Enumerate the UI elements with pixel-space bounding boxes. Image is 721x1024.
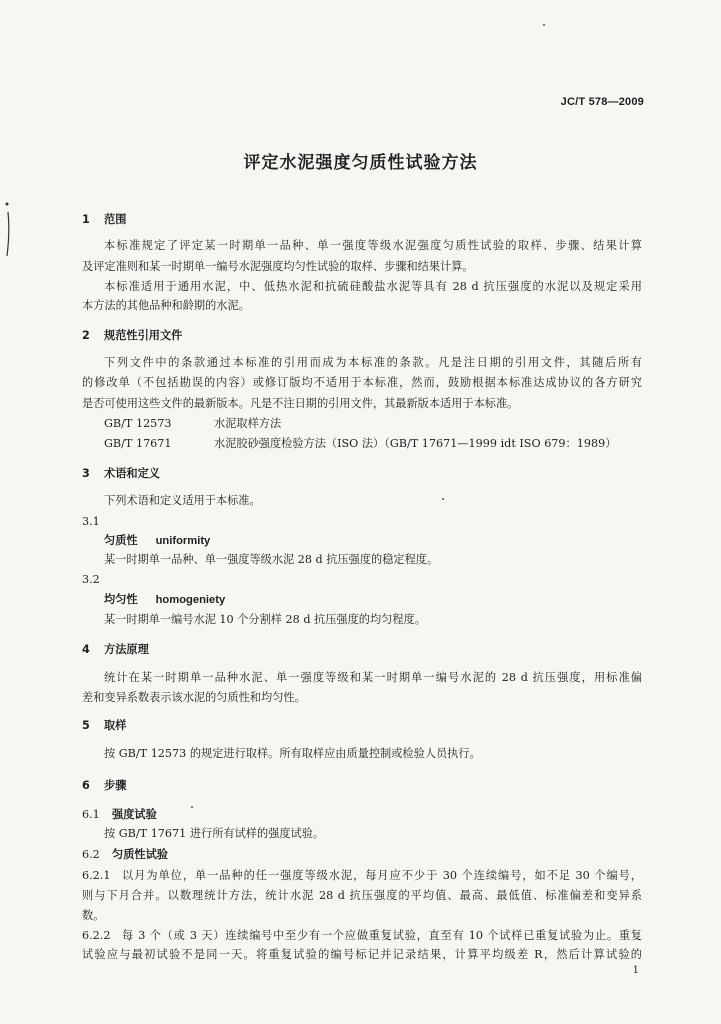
- clause-number: 3.2: [82, 573, 100, 586]
- paragraph-line: 下列术语和定义适用于本标准。: [104, 494, 261, 507]
- term-english: homogeniety: [155, 594, 226, 606]
- standard-code: JC/T 578—2009: [560, 96, 644, 108]
- paragraph-line: 统计在某一时期单一品种水泥、单一强度等级和某一时期单一编号水泥的 28 d 抗压强度，用标准偏: [104, 671, 642, 684]
- clause-number: 6.2: [82, 848, 100, 861]
- reference-item: [82, 417, 642, 431]
- subsection-6-2-heading: [82, 848, 642, 862]
- section-number: 1: [82, 213, 90, 226]
- section-number: 6: [82, 779, 90, 792]
- section-4-heading: [82, 643, 642, 657]
- page-number: 1: [632, 965, 639, 976]
- clause-number: 6.1: [82, 808, 100, 821]
- section-3-heading: [82, 467, 642, 481]
- reference-item: [82, 437, 642, 451]
- paragraph-line: 下列文件中的条款通过本标准的引用而成为本标准的条款。凡是注日期的引用文件，其随后所有: [104, 356, 642, 369]
- subsection-title: 强度试验: [112, 808, 157, 821]
- document-title: 评定水泥强度匀质性试验方法: [243, 153, 478, 173]
- term-chinese: 匀质性: [104, 534, 138, 547]
- paragraph-text: 以月为单位，单一品种的任一强度等级水泥，每月应不少于 30 个连续编号，如不足 30 个编号，: [122, 869, 642, 882]
- paragraph-line: 数。: [82, 909, 105, 922]
- clause-number: 3.1: [82, 515, 100, 528]
- term-definition: 某一时期单一编号水泥 10 个分割样 28 d 抗压强度的均匀程度。: [104, 613, 426, 626]
- reference-title: 水泥取样方法: [214, 417, 282, 430]
- paragraph-line: 试验应与最初试验不是同一天。将重复试验的编号标记并记录结果，计算平均级差 R，然后计算试验的: [82, 948, 642, 961]
- section-title: 取样: [104, 719, 127, 732]
- term-chinese: 均匀性: [104, 593, 138, 606]
- section-number: 3: [82, 467, 90, 480]
- section-title: 步骤: [104, 779, 127, 792]
- section-title: 方法原理: [104, 643, 149, 656]
- paragraph-line: 差和变异系数表示该水泥的匀质性和均匀性。: [82, 691, 306, 704]
- paragraph-line: 的修改单（不包括勘误的内容）或修订版均不适用于本标准，然而，鼓励根据本标准达成协议的各方研究: [82, 376, 642, 389]
- paragraph-line: 按 GB/T 17671 进行所有试样的强度试验。: [104, 827, 325, 840]
- section-6-heading: [82, 779, 642, 793]
- paragraph-line: 本标准规定了评定某一时期单一品种、单一强度等级水泥强度匀质性试验的取样、步骤、结果计算: [104, 239, 642, 252]
- paragraph-line: 按 GB/T 12573 的规定进行取样。所有取样应由质量控制或检验人员执行。: [104, 747, 481, 760]
- term-entry: [82, 534, 642, 548]
- section-title: 范围: [104, 213, 127, 226]
- term-english: uniformity: [155, 535, 211, 547]
- section-number: 5: [82, 719, 90, 732]
- paragraph-line: 本标准适用于通用水泥，中、低热水泥和抗硫硅酸盐水泥等具有 28 d 抗压强度的水泥以及规定采用: [104, 280, 642, 293]
- section-1-heading: [82, 213, 642, 227]
- paragraph-line: 本方法的其他品种和龄期的水泥。: [82, 299, 250, 312]
- paragraph-line: 则与下月合并。以数理统计方法，统计水泥 28 d 抗压强度的平均值、最高、最低值、标准偏差和变异系: [82, 889, 642, 902]
- subsection-6-1-heading: [82, 808, 642, 822]
- paragraph-text: 每 3 个（或 3 天）连续编号中至少有一个应做重复试验，直至有 10 个试样已重复试验为止。重复: [122, 929, 642, 942]
- term-entry: [82, 593, 642, 607]
- section-number: 2: [82, 329, 90, 342]
- scan-speck: [543, 24, 545, 26]
- section-5-heading: [82, 719, 642, 733]
- subsection-title: 匀质性试验: [112, 848, 168, 861]
- section-2-heading: [82, 329, 642, 343]
- term-definition: 某一时期单一品种、单一强度等级水泥 28 d 抗压强度的稳定程度。: [104, 553, 439, 566]
- section-title: 术语和定义: [104, 467, 160, 480]
- clause-6-2-1-line: [82, 869, 642, 883]
- reference-code: GB/T 12573: [104, 417, 172, 430]
- reference-title: 水泥胶砂强度检验方法（ISO 法）（GB/T 17671—1999 idt ISO 679：1989）: [214, 437, 617, 450]
- section-number: 4: [82, 643, 90, 656]
- paragraph-line: 是否可使用这些文件的最新版本。凡是不注日期的引用文件，其最新版本适用于本标准。: [82, 397, 519, 410]
- clause-6-2-2-line: [82, 929, 642, 943]
- clause-number: 6.2.2: [82, 929, 111, 942]
- scan-margin-mark: [2, 198, 12, 260]
- clause-number: 6.2.1: [82, 869, 111, 882]
- paragraph-line: 及评定准则和某一时期单一编号水泥强度均匀性试验的取样、步骤和结果计算。: [82, 260, 474, 273]
- reference-code: GB/T 17671: [104, 437, 172, 450]
- section-title: 规范性引用文件: [104, 329, 183, 342]
